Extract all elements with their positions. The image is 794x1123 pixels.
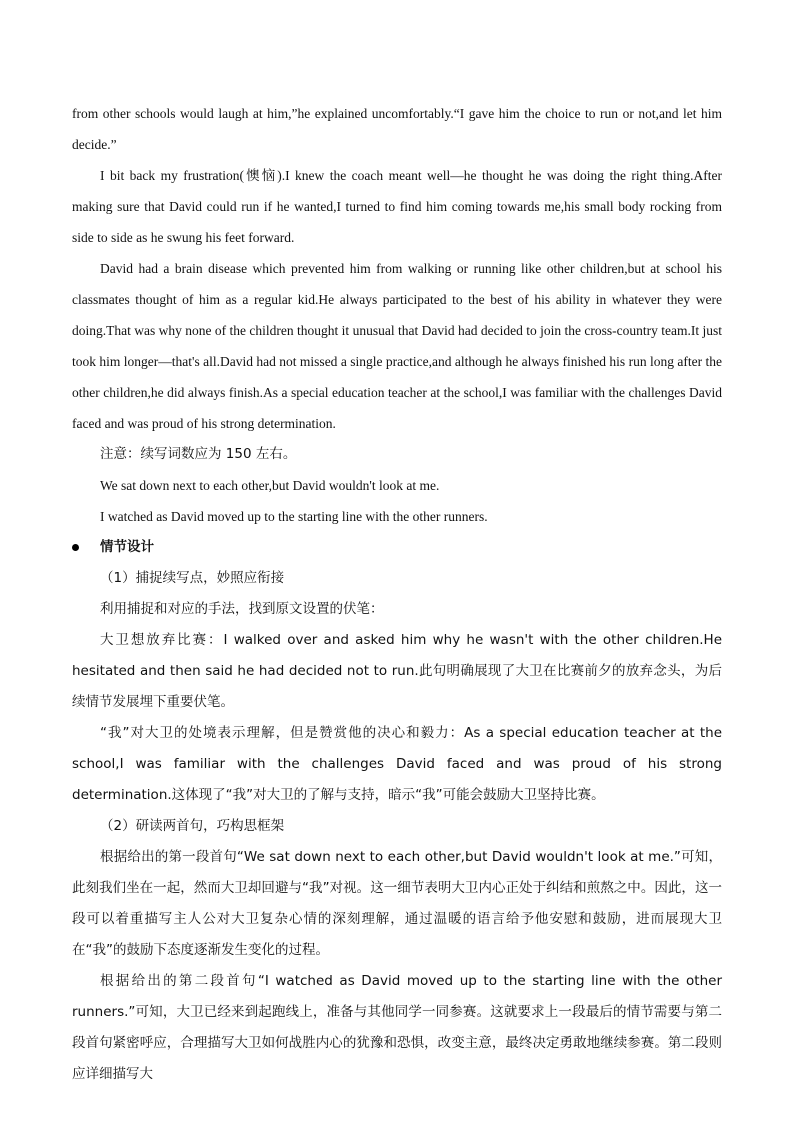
section-heading xyxy=(72,532,722,563)
paragraph-1: from other schools would laugh at him,”he explained uncomfortably.“I gave him the choice to run or not,and let him decide.” xyxy=(72,106,722,152)
analysis-paragraph-2: 根据给出的第二段首句“I watched as David moved up to the starting line with the other runners.”可知，大卫已经来到起跑线上，准备与其他同学一同参赛。这就要求上一段最后的情节需要与第二段首句紧密呼应，合理描写大卫如何战胜内心的犹豫和恐惧，改变主意，最终决定勇敢地继续参赛。第二段则应详细描写大 xyxy=(72,973,722,1082)
bullet-dot-icon xyxy=(72,544,79,551)
analysis-paragraph-1: 根据给出的第一段首句“We sat down next to each other,but David wouldn't look at me.”可知，此刻我们坐在一起，然而大卫却回避与“我”对视。这一细节表明大卫内心正处于纠结和煎熬之中。因此，这一段可以着重描写主人公对大卫复杂心情的深刻理解，通过温暖的语言给予他安慰和鼓励，进而展现大卫在“我”的鼓励下态度逐渐发生变化的过程。 xyxy=(72,849,722,958)
second-paragraph-opening: I watched as David moved up to the starting line with the other runners. xyxy=(100,509,488,524)
subheading-1: （1）捕捉续写点，妙照应衔接 xyxy=(100,570,285,586)
document-page xyxy=(72,98,722,1090)
analysis-intro: 利用捕捉和对应的手法，找到原文设置的伏笔： xyxy=(100,601,384,617)
analysis-point-1: 大卫想放弃比赛：I walked over and asked him why he wasn't with the other children.He hesitated and then said he had decided not to run.此句明确展现了大卫在比赛前夕的放弃念头，为后续情节发展埋下重要伏笔。 xyxy=(72,632,722,710)
subheading-2: （2）研读两首句，巧构思框架 xyxy=(100,818,285,834)
analysis-point-2: “我”对大卫的处境表示理解，但是赞赏他的决心和毅力：As a special education teacher at the school,I was familiar with the challenges David faced and was proud of his strong determination.这体现了“我”对大卫的了解与支持，暗示“我”可能会鼓励大卫坚持比赛。 xyxy=(72,725,722,803)
first-paragraph-opening: We sat down next to each other,but David wouldn't look at me. xyxy=(100,478,440,493)
paragraph-2: I bit back my frustration(懊恼).I knew the coach meant well—he thought he was doing the right thing.After making sure that David could run if he wanted,I turned to find him coming towards me,his small body rocking from side to side as he swung his feet forward. xyxy=(72,168,722,245)
word-count-note: 注意：续写词数应为 150 左右。 xyxy=(100,446,297,462)
paragraph-3: David had a brain disease which prevented him from walking or running like other children,but at school his classmates thought of him as a regular kid.He always participated to the best of his ability in whatever they were doing.That was why none of the children thought it unusual that David had decided to join the cross-country team.It just took him longer—that's all.David had not missed a single practice,and although he always finished his run long after the other children,he did always finish.As a special education teacher at the school,I was familiar with the challenges David faced and was proud of his strong determination. xyxy=(72,261,722,431)
section-heading-text: 情节设计 xyxy=(100,539,154,555)
